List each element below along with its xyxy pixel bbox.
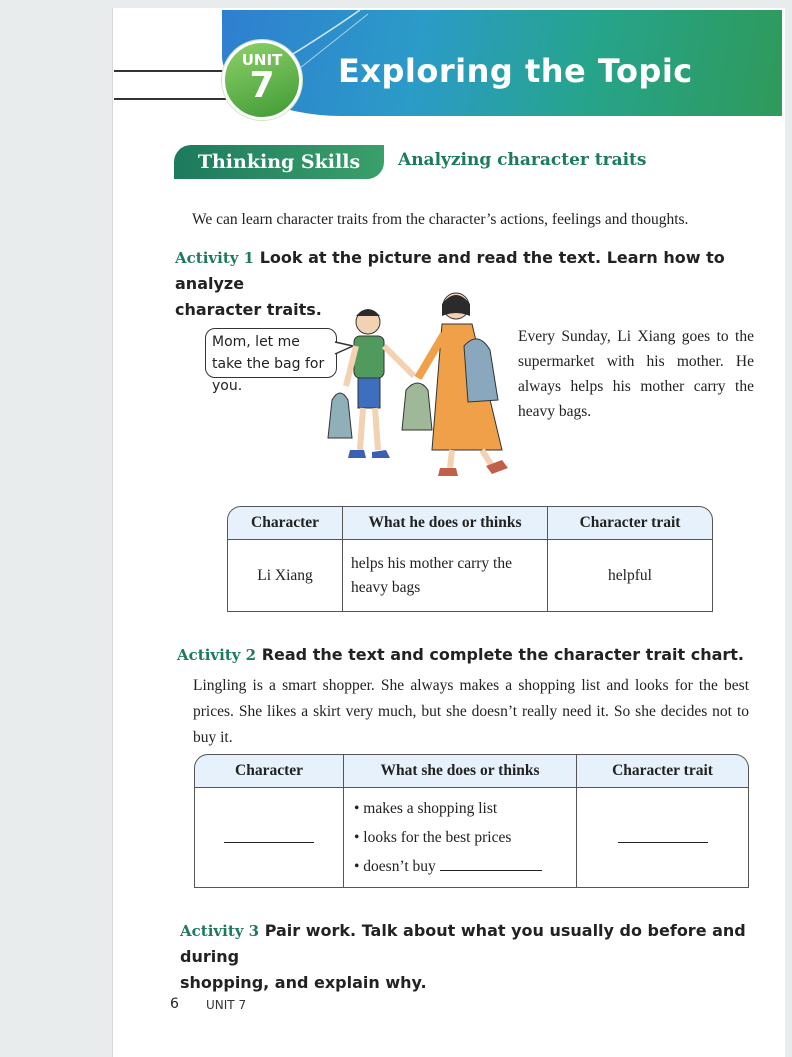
unit-number: 7 xyxy=(249,65,275,106)
trait-answer-cell xyxy=(577,788,749,888)
activity1-label: Activity 1 xyxy=(175,249,255,267)
action-answer-blank[interactable] xyxy=(440,856,542,871)
footer-unit: UNIT 7 xyxy=(206,998,247,1012)
activity2-text: Lingling is a smart shopper. She always makes a shopping list and looks for the best prices. She likes a skirt very much, but she doesn’t really need it. So she decides not to buy it. xyxy=(193,677,749,746)
header-rule-bottom xyxy=(114,98,226,100)
page-title: Exploring the Topic xyxy=(338,52,693,90)
col-header-character: Character xyxy=(194,754,344,788)
intro-text: We can learn character traits from the character’s actions, feelings and thoughts. xyxy=(192,211,689,228)
character-answer-cell xyxy=(194,788,344,888)
header-rule-top xyxy=(114,70,226,72)
activity2-instruction: Read the text and complete the character trait chart. xyxy=(261,645,745,664)
speech-bubble: Mom, let me take the bag for you. xyxy=(205,328,337,378)
trait-chart-example xyxy=(227,506,713,612)
unit-label: UNIT xyxy=(241,51,283,69)
trait-chart-exercise xyxy=(194,754,749,888)
col-header-character: Character xyxy=(227,506,343,540)
col-header-action: What she does or thinks xyxy=(344,754,577,788)
shopping-illustration xyxy=(326,290,516,482)
thinking-skills-label: Thinking Skills xyxy=(174,145,384,179)
cell-action: helps his mother carry the heavy bags xyxy=(343,540,548,612)
activity3-instruction-line1: Pair work. Talk about what you usually do before and during xyxy=(180,921,746,966)
col-header-trait: Character trait xyxy=(577,754,749,788)
activity3-instruction-line2: shopping, and explain why. xyxy=(180,973,427,992)
page-number: 6 xyxy=(170,996,179,1012)
trait-answer-blank[interactable] xyxy=(618,828,708,843)
col-header-action: What he does or thinks xyxy=(343,506,548,540)
action-item: • doesn’t buy xyxy=(354,852,566,881)
activity3-heading xyxy=(180,918,770,996)
action-item: • looks for the best prices xyxy=(354,829,512,846)
unit-badge xyxy=(222,40,302,120)
action-item: • makes a shopping list xyxy=(354,800,498,817)
cell-character: Li Xiang xyxy=(227,540,343,612)
actions-cell xyxy=(344,788,577,888)
activity2-heading xyxy=(177,642,767,668)
activity1-instruction-line1: Look at the picture and read the text. Learn how to analyze xyxy=(175,248,725,293)
col-header-trait: Character trait xyxy=(548,506,713,540)
thinking-skills-subtitle: Analyzing character traits xyxy=(398,150,647,170)
character-answer-blank[interactable] xyxy=(224,828,314,843)
cell-trait: helpful xyxy=(548,540,713,612)
story-text: Every Sunday, Li Xiang goes to the supermarket with his mother. He always helps his mother carry the heavy bags. xyxy=(518,328,754,420)
activity2-label: Activity 2 xyxy=(177,646,257,664)
activity1-instruction-line2: character traits. xyxy=(175,300,322,319)
activity3-label: Activity 3 xyxy=(180,922,260,940)
